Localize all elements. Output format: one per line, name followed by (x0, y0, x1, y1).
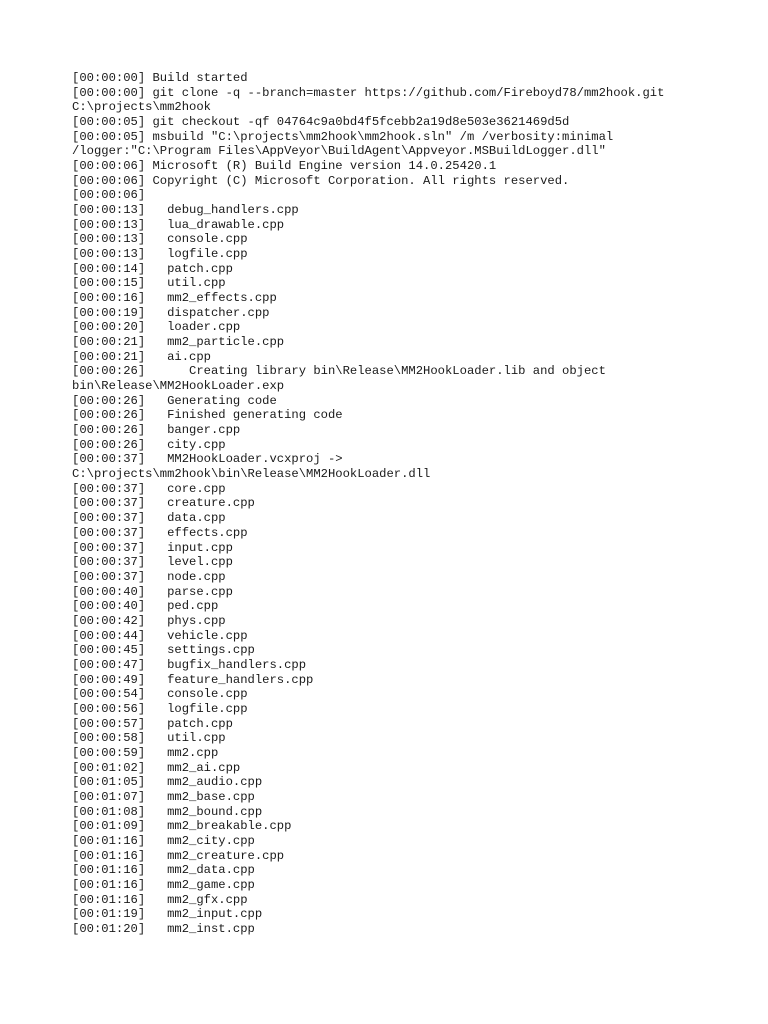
log-line: [00:00:37] MM2HookLoader.vcxproj -> (72, 452, 343, 467)
log-line: [00:00:26] Creating library bin\Release\MM2HookLoader.lib and object (72, 364, 606, 379)
log-line: [00:01:07] mm2_base.cpp (72, 789, 255, 804)
log-line: [00:00:26] city.cpp (72, 437, 226, 452)
log-line: [00:00:13] logfile.cpp (72, 247, 248, 262)
log-line: [00:00:44] vehicle.cpp (72, 628, 248, 643)
log-line: [00:00:13] debug_handlers.cpp (72, 203, 299, 218)
log-line: [00:00:40] parse.cpp (72, 584, 233, 599)
log-line: [00:00:37] effects.cpp (72, 525, 248, 540)
log-line: [00:00:05] git checkout -qf 04764c9a0bd4f5fcebb2a19d8e503e3621469d5d (72, 115, 570, 130)
log-line: [00:00:13] console.cpp (72, 232, 248, 247)
log-line: [00:01:19] mm2_input.cpp (72, 907, 263, 922)
log-line: [00:00:37] input.cpp (72, 540, 233, 555)
log-line: [00:01:16] mm2_gfx.cpp (72, 892, 248, 907)
log-line: [00:00:19] dispatcher.cpp (72, 305, 270, 320)
log-line: C:\projects\mm2hook (72, 100, 211, 115)
log-line: C:\projects\mm2hook\bin\Release\MM2HookLoader.dll (72, 467, 431, 482)
log-line: [00:01:16] mm2_city.cpp (72, 833, 255, 848)
log-line: [00:00:37] creature.cpp (72, 496, 255, 511)
log-line: [00:00:13] lua_drawable.cpp (72, 217, 285, 232)
log-line: [00:01:08] mm2_bound.cpp (72, 804, 263, 819)
log-line: [00:00:54] console.cpp (72, 687, 248, 702)
log-line: [00:00:26] Generating code (72, 393, 277, 408)
log-line: /logger:"C:\Program Files\AppVeyor\BuildAgent\Appveyor.MSBuildLogger.dll" (72, 144, 606, 159)
log-line: [00:00:26] banger.cpp (72, 423, 241, 438)
log-line: [00:01:02] mm2_ai.cpp (72, 760, 241, 775)
log-line: [00:01:16] mm2_game.cpp (72, 877, 255, 892)
log-line: [00:00:37] node.cpp (72, 569, 226, 584)
log-line: [00:00:00] Build started (72, 71, 248, 85)
log-line: [00:00:56] logfile.cpp (72, 701, 248, 716)
log-line: [00:00:06] Microsoft (R) Build Engine version 14.0.25420.1 (72, 159, 497, 174)
log-line: [00:00:40] ped.cpp (72, 599, 219, 614)
log-line: [00:00:21] mm2_particle.cpp (72, 335, 285, 350)
log-line: [00:00:14] patch.cpp (72, 261, 233, 276)
log-line: [00:00:37] data.cpp (72, 511, 226, 526)
log-line: [00:00:16] mm2_effects.cpp (72, 291, 277, 306)
log-line: [00:01:16] mm2_creature.cpp (72, 848, 285, 863)
log-line: [00:00:20] loader.cpp (72, 320, 241, 335)
log-line: [00:00:37] core.cpp (72, 481, 226, 496)
log-line: [00:01:20] mm2_inst.cpp (72, 921, 255, 936)
log-line: [00:01:05] mm2_audio.cpp (72, 775, 263, 790)
log-line: [00:00:26] Finished generating code (72, 408, 343, 423)
log-line: [00:00:21] ai.cpp (72, 349, 211, 364)
log-line: [00:00:47] bugfix_handlers.cpp (72, 657, 307, 672)
log-line: [00:01:09] mm2_breakable.cpp (72, 819, 292, 834)
log-line: [00:00:49] feature_handlers.cpp (72, 672, 314, 687)
log-line: [00:00:05] msbuild "C:\projects\mm2hook\mm2hook.sln" /m /verbosity:minimal (72, 129, 614, 144)
log-line: [00:00:06] (72, 188, 146, 203)
log-line: [00:00:00] git clone -q --branch=master https://github.com/Fireboyd78/mm2hook.git (72, 85, 665, 100)
log-line: [00:01:16] mm2_data.cpp (72, 863, 255, 878)
log-line: [00:00:37] level.cpp (72, 555, 233, 570)
log-line: [00:00:42] phys.cpp (72, 613, 226, 628)
log-line: [00:00:15] util.cpp (72, 276, 226, 291)
log-line: [00:00:58] util.cpp (72, 731, 226, 746)
log-line: [00:00:45] settings.cpp (72, 643, 255, 658)
log-line: bin\Release\MM2HookLoader.exp (72, 379, 285, 394)
log-line: [00:00:59] mm2.cpp (72, 745, 219, 760)
build-log (72, 71, 762, 937)
log-line: [00:00:06] Copyright (C) Microsoft Corporation. All rights reserved. (72, 173, 570, 188)
log-line: [00:00:57] patch.cpp (72, 716, 233, 731)
